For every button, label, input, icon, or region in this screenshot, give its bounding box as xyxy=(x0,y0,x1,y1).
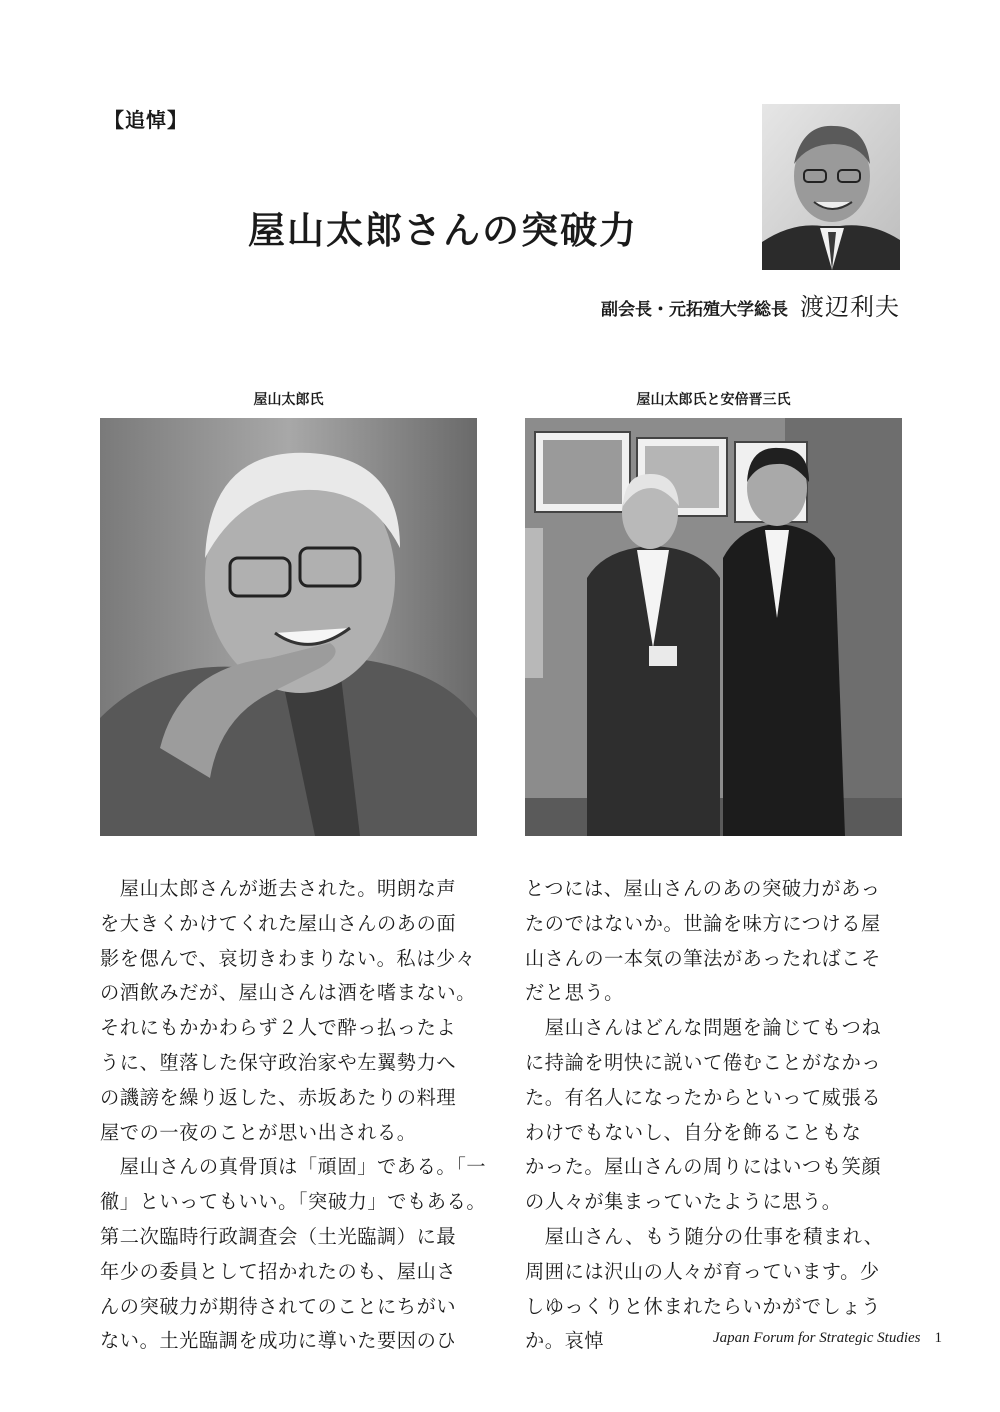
text-line: 屋山さんはどんな問題を論じてもつね xyxy=(525,1016,882,1040)
author-role: 副会長・元拓殖大学総長 xyxy=(601,300,788,320)
photo-yayama-abe xyxy=(525,418,902,836)
text-line: とつには、屋山さんのあの突破力があっ xyxy=(525,877,881,900)
text-line: 屋山さん、もう随分の仕事を積まれ、 xyxy=(525,1224,884,1248)
text-line: 徹」といってもいい。「突破力」でもある。 xyxy=(100,1190,487,1214)
text-line: かった。屋山さんの周りにはいつも笑顔 xyxy=(525,1155,882,1179)
page-footer xyxy=(713,1330,942,1347)
text-line: 年少の委員として招かれたのも、屋山さ xyxy=(100,1259,457,1283)
page-number: 1 xyxy=(934,1330,942,1346)
text-line: た。有名人になったからといって威張る xyxy=(525,1085,882,1109)
text-line: 周囲には沢山の人々が育っています。少 xyxy=(525,1259,880,1283)
text-line: ない。土光臨調を成功に導いた要因のひ xyxy=(100,1329,457,1353)
section-tag: 【追悼】 xyxy=(104,108,188,132)
text-line: だと思う。 xyxy=(525,981,624,1005)
text-line: たのではないか。世論を味方につける屋 xyxy=(525,911,881,935)
byline xyxy=(601,287,900,322)
text-line: の譏謗を繰り返した、赤坂あたりの料理 xyxy=(100,1085,457,1109)
text-line: 屋山さんの真骨頂は「頑固」である。「一 xyxy=(100,1155,487,1179)
journal-name: Japan Forum for Strategic Studies xyxy=(713,1330,921,1346)
photo-caption-left: 屋山太郎氏 xyxy=(253,392,324,408)
text-line: の人々が集まっていたように思う。 xyxy=(525,1190,842,1214)
body-column-left xyxy=(100,872,487,1359)
text-line: うに、堕落した保守政治家や左翼勢力へ xyxy=(100,1050,457,1074)
text-line: しゆっくりと休まれたらいかがでしょう xyxy=(525,1294,881,1318)
text-line: 第二次臨時行政調査会（土光臨調）に最 xyxy=(100,1224,457,1248)
text-line: を大きくかけてくれた屋山さんのあの面 xyxy=(100,911,457,935)
text-line: 山さんの一本気の筆法があったればこそ xyxy=(525,946,881,970)
author-name: 渡辺利夫 xyxy=(800,293,900,321)
text-line: んの突破力が期待されてのことにちがい xyxy=(100,1294,457,1318)
text-line: わけでもないし、自分を飾ることもな xyxy=(525,1120,862,1144)
body-column-right xyxy=(525,872,902,1359)
photo-caption-right: 屋山太郎氏と安倍晋三氏 xyxy=(636,392,791,408)
article-title: 屋山太郎さんの突破力 xyxy=(248,208,638,252)
text-line: 屋での一夜のことが思い出される。 xyxy=(100,1120,417,1144)
photo-yayama xyxy=(100,418,477,836)
text-line: の酒飲みだが、屋山さんは酒を嗜まない。 xyxy=(100,981,476,1005)
text-line: それにもかかわらず２人で酔っ払ったよ xyxy=(100,1016,457,1040)
text-line: 屋山太郎さんが逝去された。明朗な声 xyxy=(100,877,457,900)
text-line: に持論を明快に説いて倦むことがなかっ xyxy=(525,1050,882,1074)
text-line: か。哀悼 xyxy=(525,1329,605,1353)
author-portrait xyxy=(762,104,900,270)
text-line: 影を偲んで、哀切きわまりない。私は少々 xyxy=(100,946,476,970)
